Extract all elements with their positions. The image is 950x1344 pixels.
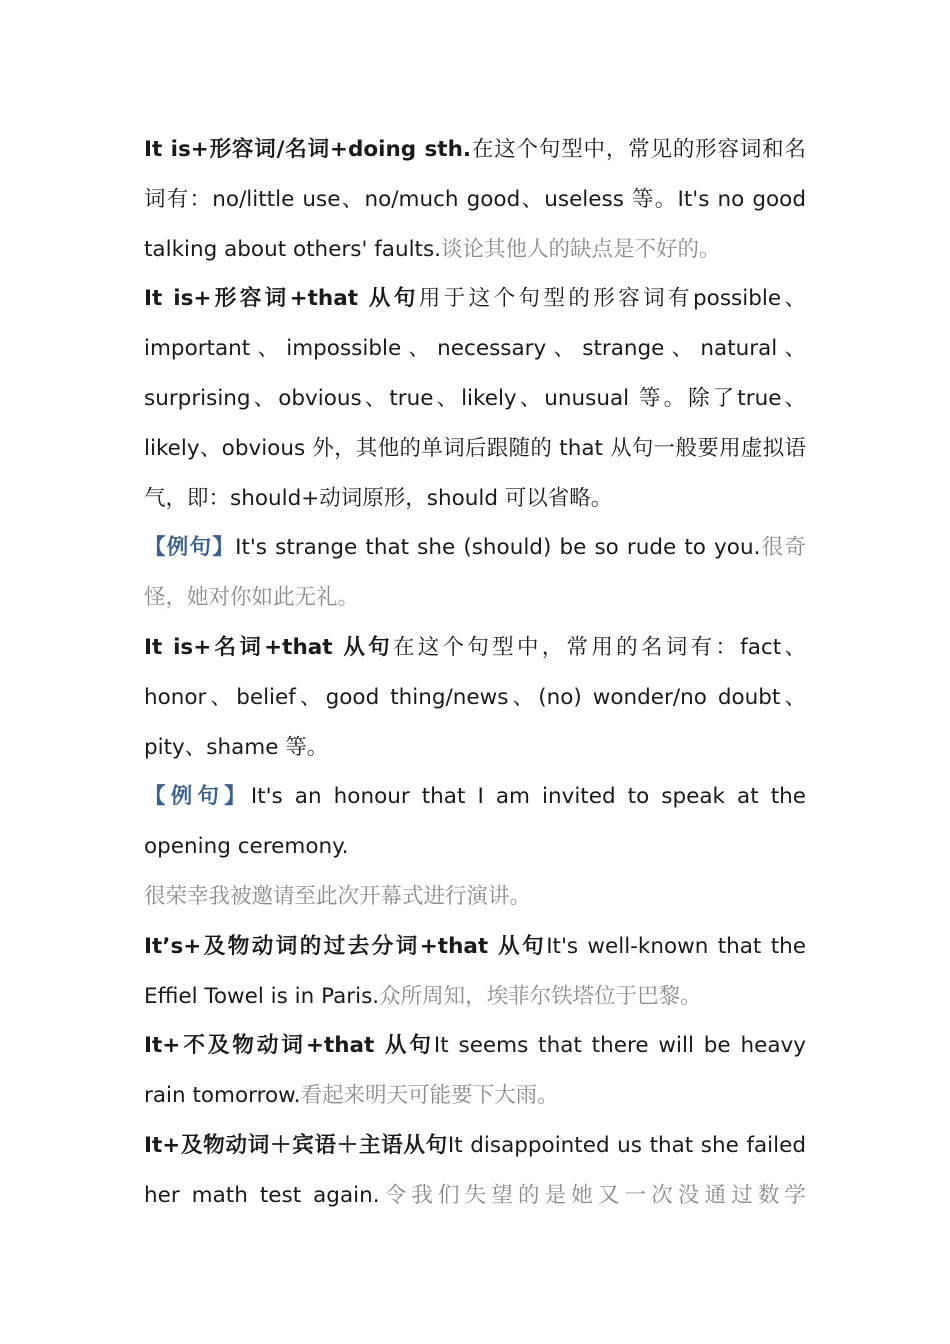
example-sentence: It seems that there will be heavy rain tomorrow. <box>144 1033 806 1109</box>
example-sentence: It's strange that she (should) be so rude to you. <box>235 535 761 561</box>
paragraph-8 <box>144 1021 806 1121</box>
paragraph-text: 在这个句型中，常见的形容词和名词有：no/little use、no/much good、useless 等。It's no good talking about others' faults. <box>144 137 806 262</box>
translation-text: 很奇怪，她对你如此无礼。 <box>144 535 806 611</box>
paragraph-3 <box>144 523 806 623</box>
translation-text: 看起来明天可能要下大雨。 <box>300 1083 559 1109</box>
paragraph-text: 在这个句型中，常用的名词有：fact、honor、belief、good thing/news、(no) wonder/no doubt、pity、shame 等。 <box>144 634 806 760</box>
example-tag: 【例句】 <box>144 784 251 810</box>
translation-text: 很荣幸我被邀请至此次开幕式进行演讲。 <box>144 883 532 909</box>
paragraph-4 <box>144 623 806 772</box>
example-sentence: It's an honour that I am invited to speak at the opening ceremony. <box>144 784 806 860</box>
pattern-heading: It is+形容词+that 从句 <box>144 286 419 312</box>
translation-text: 令我们失望的是她又一次没通过数学 <box>379 1182 806 1208</box>
paragraph-9 <box>144 1121 806 1221</box>
example-sentence: It's well-known that the Effiel Towel is in Paris. <box>144 933 806 1009</box>
translation-text: 众所周知，埃菲尔铁塔位于巴黎。 <box>379 983 702 1009</box>
paragraph-text: 用于这个句型的形容词有possible、important、impossible、necessary、strange、natural、surprising、obvious、true、likely、unusual 等。除了true、likely、obvious 外，其他的单词后跟随的 that 从句一般要用虚拟语气，即：should+动词原形，should 可以省略。 <box>144 286 806 511</box>
paragraph-5 <box>144 772 806 872</box>
pattern-heading: It is+名词+that 从句 <box>144 634 393 660</box>
pattern-heading: It’s+及物动词的过去分词+that 从句 <box>144 933 547 959</box>
paragraph-7 <box>144 922 806 1022</box>
pattern-heading: It is+形容词/名词+doing sth. <box>144 137 472 162</box>
pattern-heading: It+及物动词＋宾语＋主语从句 <box>144 1132 448 1158</box>
translation-text: 谈论其他人的缺点是不好的。 <box>441 236 721 262</box>
paragraph-6 <box>144 872 806 922</box>
pattern-heading: It+不及物动词+that 从句 <box>144 1033 434 1059</box>
example-sentence: It disappointed us that she failed her math test again. <box>144 1132 807 1208</box>
example-tag: 【例句】 <box>144 535 236 561</box>
document-body <box>144 125 806 1221</box>
paragraph-1 <box>144 125 806 274</box>
paragraph-2 <box>144 274 806 523</box>
